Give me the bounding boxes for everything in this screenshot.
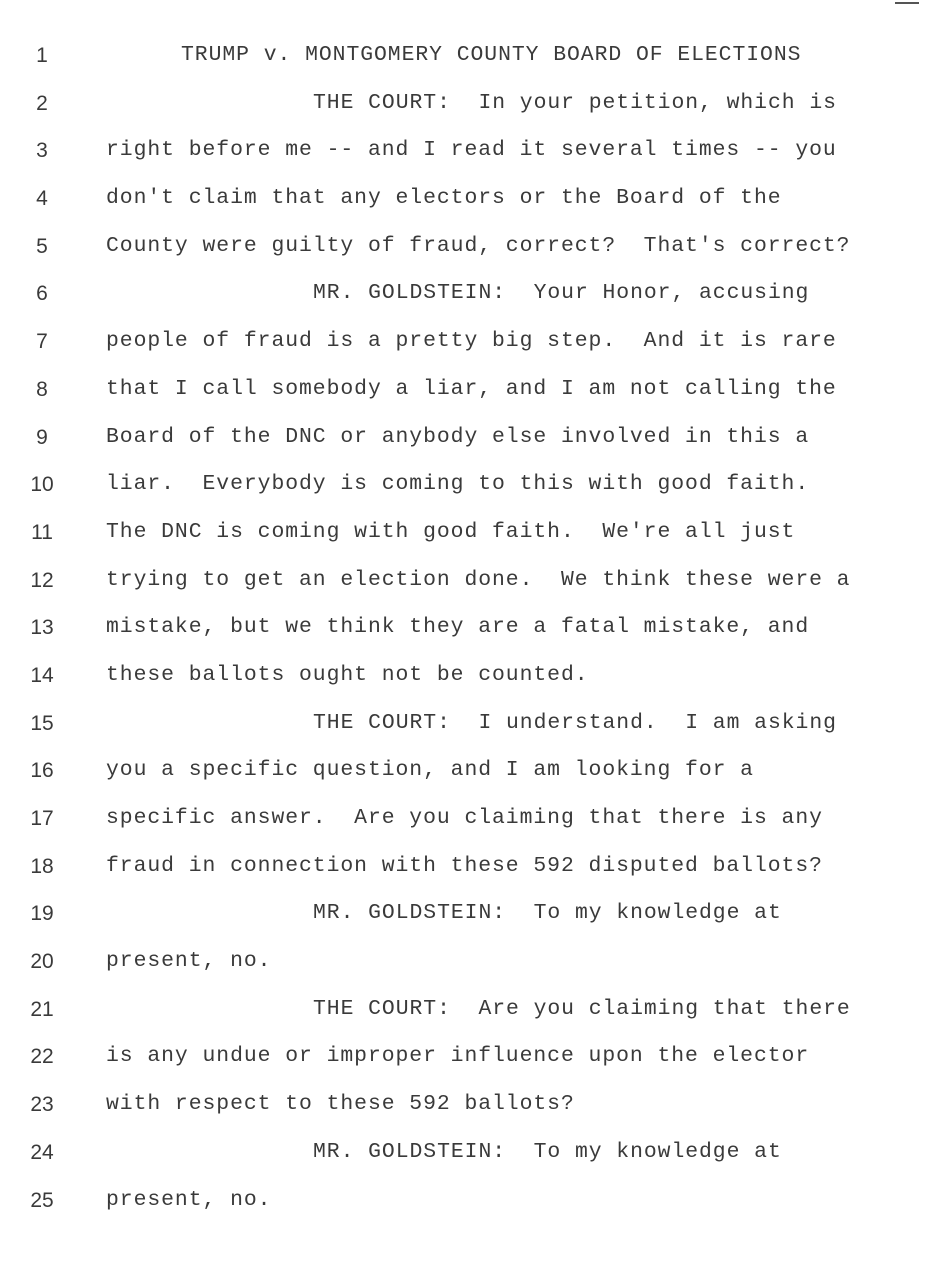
line-number: 20 [30,950,54,974]
transcript-line [0,32,949,80]
case-caption: TRUMP v. MONTGOMERY COUNTY BOARD OF ELECTIONS [181,43,802,67]
line-number: 2 [36,91,48,115]
transcript-line [0,80,949,128]
line-text: you a specific question, and I am looking for a [106,758,754,783]
line-text: County were guilty of fraud, correct? That's correct? [106,233,851,258]
page-number-fragment [895,0,919,4]
line-text: Board of the DNC or anybody else involved in this a [106,424,810,449]
line-number: 24 [30,1140,54,1164]
transcript-line [0,890,949,938]
line-text: right before me -- and I read it several times -- you [106,138,837,163]
line-text: trying to get an election done. We think these were a [106,567,851,592]
transcript-line [0,1033,949,1081]
line-number: 13 [30,616,54,640]
transcript-line [0,700,949,748]
line-text: present, no. [106,1187,272,1212]
transcript-line [0,795,949,843]
transcript-line [0,318,949,366]
line-number: 15 [30,711,54,735]
line-number: 6 [36,282,48,306]
transcript-line [0,938,949,986]
line-number: 25 [30,1188,54,1212]
line-number: 10 [30,473,54,497]
transcript-line [0,223,949,271]
line-text: present, no. [106,949,272,974]
line-number: 19 [30,902,54,926]
transcript-line [0,509,949,557]
line-text: with respect to these 592 ballots? [106,1092,575,1117]
line-text: The DNC is coming with good faith. We're all just [106,519,796,544]
line-text: mistake, but we think they are a fatal mistake, and [106,615,810,640]
speaker-line-text: MR. GOLDSTEIN: Your Honor, accusing [313,281,810,306]
line-number: 7 [36,330,48,354]
line-number: 14 [30,663,54,687]
transcript-line [0,461,949,509]
transcript-line [0,557,949,605]
speaker-line-text: MR. GOLDSTEIN: To my knowledge at [313,901,782,926]
line-number: 12 [30,568,54,592]
transcript-line [0,414,949,462]
line-number: 23 [30,1093,54,1117]
line-text: specific answer. Are you claiming that there is any [106,806,823,830]
line-number: 3 [36,139,48,163]
line-number: 9 [36,425,48,449]
line-text: don't claim that any electors or the Board of the [106,186,782,211]
line-text: liar. Everybody is coming to this with good faith. [106,472,810,497]
line-number: 5 [36,234,48,258]
transcript-line [0,366,949,414]
line-number: 16 [30,759,54,783]
line-text: is any undue or improper influence upon the elector [106,1044,810,1069]
line-number: 17 [30,807,54,830]
speaker-line-text: THE COURT: Are you claiming that there [313,996,851,1021]
line-number: 1 [36,44,48,67]
transcript-line [0,986,949,1034]
transcript-lines [0,32,949,1224]
speaker-line-text: MR. GOLDSTEIN: To my knowledge at [313,1139,782,1164]
transcript-line [0,175,949,223]
line-text: that I call somebody a liar, and I am not calling the [106,376,837,401]
transcript-line [0,1129,949,1177]
transcript-line [0,270,949,318]
transcript-line [0,843,949,891]
speaker-line-text: THE COURT: In your petition, which is [313,90,837,115]
line-text: people of fraud is a pretty big step. And it is rare [106,329,837,354]
line-number: 4 [36,187,48,211]
transcript-line [0,747,949,795]
speaker-line-text: THE COURT: I understand. I am asking [313,710,837,735]
line-number: 18 [30,854,54,878]
line-text: these ballots ought not be counted. [106,662,589,687]
transcript-line [0,604,949,652]
transcript-line [0,1177,949,1225]
line-number: 21 [30,997,54,1021]
line-number: 11 [31,520,53,544]
line-number: 22 [30,1045,54,1069]
transcript-line [0,1081,949,1129]
line-text: fraud in connection with these 592 disputed ballots? [106,853,823,878]
transcript-line [0,652,949,700]
line-number: 8 [36,377,48,401]
transcript-line [0,127,949,175]
